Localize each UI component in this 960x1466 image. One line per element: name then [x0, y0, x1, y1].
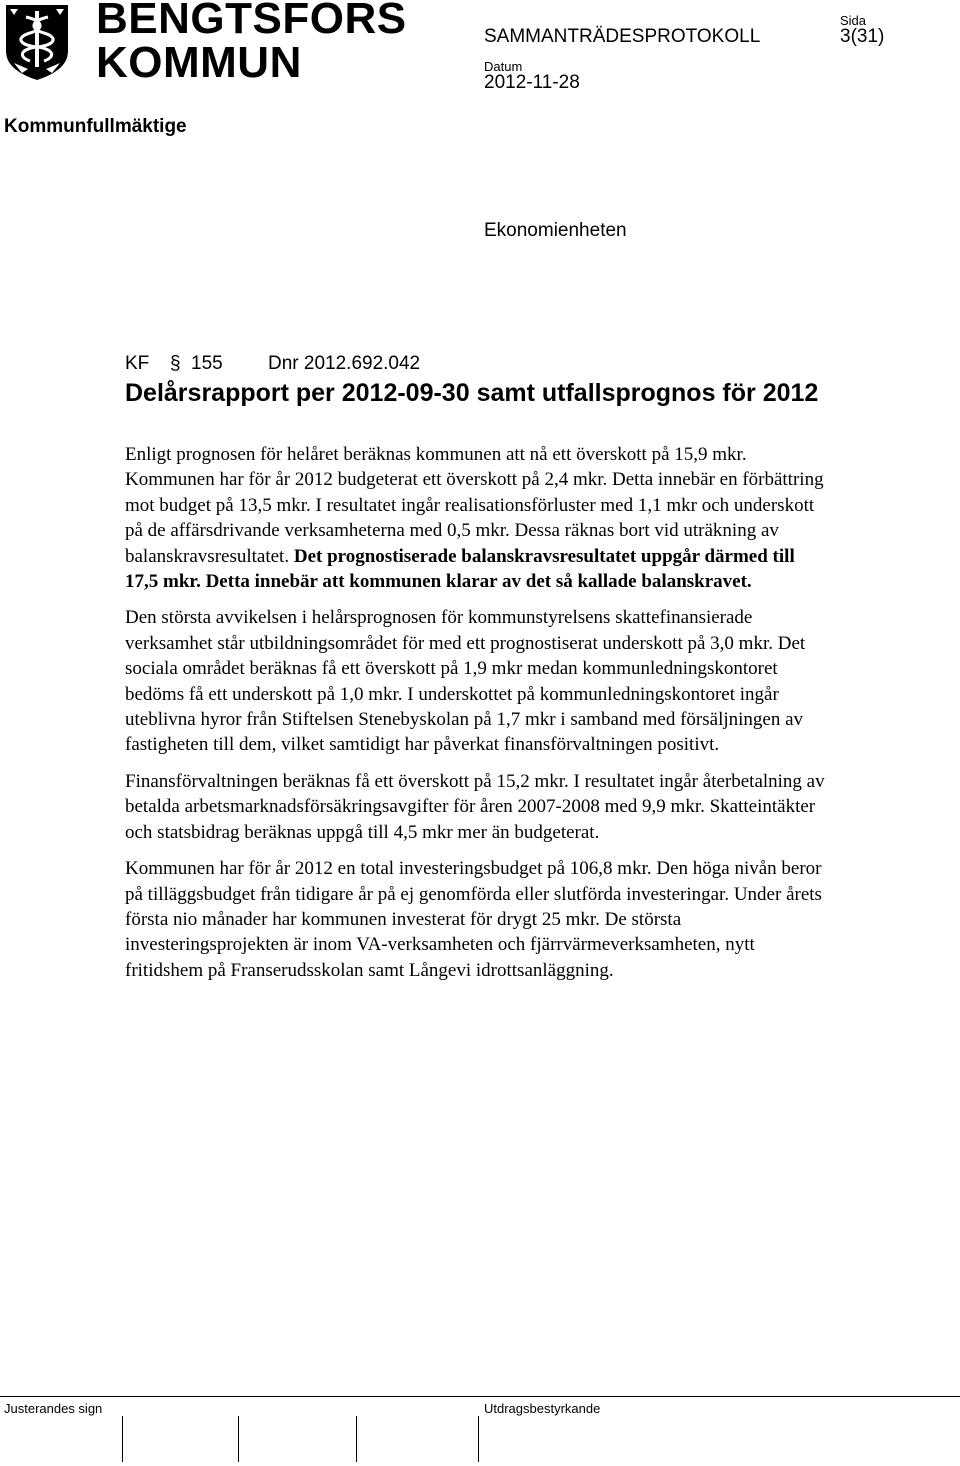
case-reference: [125, 353, 420, 375]
signature-box-divider: [478, 1416, 479, 1462]
case-kf: KF: [125, 353, 150, 374]
document-type: SAMMANTRÄDESPROTOKOLL: [484, 26, 761, 47]
document-body: [125, 442, 825, 994]
signature-box-divider: [356, 1416, 357, 1462]
org-name-line2: KOMMUN: [96, 38, 302, 87]
paragraph-4: Kommunen har för år 2012 en total investeringsbudget på 106,8 mkr. Den höga nivån beror på tilläggsbudget från tidigare år på ej genomförda eller slutförda investeringar. Under årets första nio månader har kommunen investerat för drygt 25 mkr. De största investeringsprojekten är inom VA-verksamheten och fjärrvärmeverksamheten, nytt fritidshem på Franserudsskolan samt Långevi idrottsanläggning.: [125, 858, 822, 981]
case-dnr: Dnr 2012.692.042: [268, 353, 421, 374]
signature-box-divider: [238, 1416, 239, 1462]
case-number: 155: [191, 353, 223, 374]
assembly-name: Kommunfullmäktige: [4, 116, 187, 137]
coat-of-arms-icon: [4, 3, 70, 81]
paragraph-sign: §: [170, 353, 181, 374]
extract-certification-label: Utdragsbestyrkande: [484, 1401, 601, 1416]
paragraph-1: [125, 442, 825, 594]
paragraph-1-text: Enligt prognosen för helåret beräknas kommunen att nå ett överskott på 15,9 mkr. Kommunen har för år 2012 budgeterat ett överskott på 2,4 mkr. Detta innebär en förbättring mot budget på 13,5 mkr. I resultatet ingår realisationsförluster med 1,1 mkr och underskott på de affärsdrivande verksamheterna med 0,5 mkr. Dessa räknas bort vid uträkning av balanskravsresultatet.: [125, 444, 824, 567]
department-name: Ekonomienheten: [484, 220, 627, 241]
footer-divider: [0, 1396, 960, 1397]
page-number: 3(31): [840, 26, 885, 47]
meeting-date: 2012-11-28: [484, 72, 580, 93]
paragraph-2: Den största avvikelsen i helårsprognosen för kommunstyrelsens skattefinansierade verksamhet står utbildningsområdet för med ett prognostiserat underskott på 3,0 mkr. Det sociala området beräknas få ett överskott på 1,9 mkr medan kommunledningskontoret bedöms få ett underskott på 1,0 mkr. I underskottet på kommunledningskontoret ingår uteblivna hyror från Stiftelsen Stenebyskolan på 1,7 mkr i samband med försäljningen av fastigheten till dem, vilket samtidigt har påverkat finansförvaltningen positivt.: [125, 607, 806, 756]
signature-label: Justerandes sign: [4, 1401, 103, 1416]
org-name-line1: BENGTSFORS: [96, 0, 407, 43]
page-title: Delårsrapport per 2012-09-30 samt utfallsprognos för 2012: [125, 379, 819, 407]
paragraph-3: Finansförvaltningen beräknas få ett överskott på 15,2 mkr. I resultatet ingår återbetalning av betalda arbetsmarknadsförsäkringsavgifter för åren 2007-2008 med 9,9 mkr. Skatteintäkter och statsbidrag beräknas uppgå till 4,5 mkr mer än budgeterat.: [125, 770, 825, 843]
paragraph-1-bold-text: Det prognostiserade balanskravsresultatet uppgår därmed till 17,5 mkr. Detta innebär att kommunen klarar av det så kallade balanskravet.: [125, 545, 795, 593]
page-label: Sida: [840, 13, 867, 28]
signature-box-divider: [122, 1416, 123, 1462]
signature-footer: [0, 1396, 960, 1466]
date-label: Datum: [484, 59, 523, 74]
